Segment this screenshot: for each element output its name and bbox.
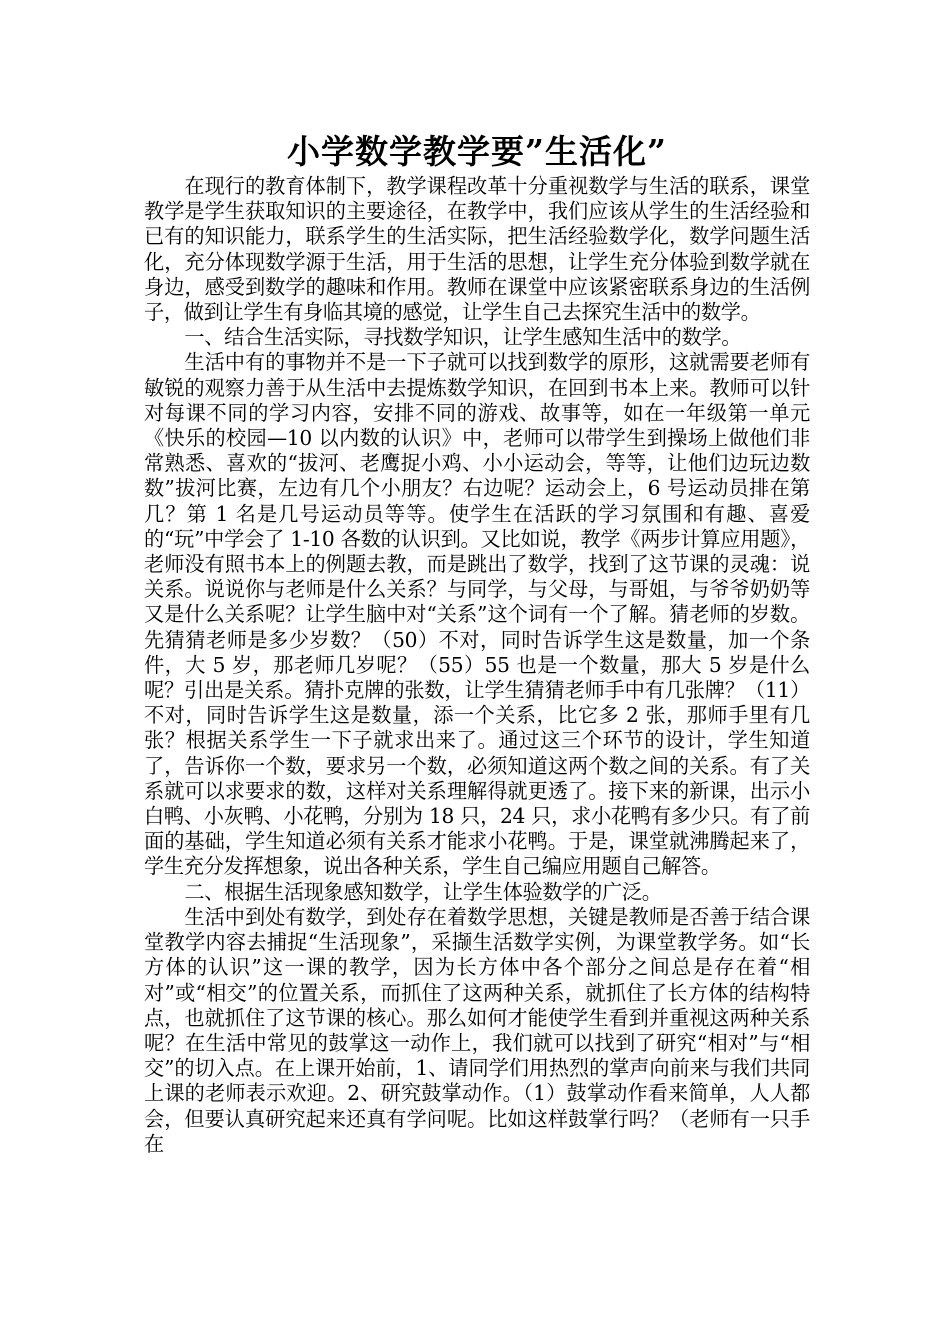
paragraph-section-1: 生活中有的事物并不是一下子就可以找到数学的原形，这就需要老师有敏锐的观察力善于从生活中去提炼数学知识，在回到书本上来。教师可以针对每课不同的学习内容，安排不同的游戏、故事等，如在一年级第一单元《快乐的校园—10 以内数的认识》中，老师可以带学生到操场上做他们非常熟悉、喜欢的“拔河、老鹰捉小鸡、小小运动会，等等，让他们边玩边数数”拔河比赛，左边有几个小朋友？右边呢？运动会上，6 号运动员排在第几？第 1 名是几号运动员等等。使学生在活跃的学习氛围和有趣、喜爱的“玩”中学会了 1-10 各数的认识到。又比如说，教学《两步计算应用题》，老师没有照书本上的例题去教，而是跳出了数学，找到了这节课的灵魂：说关系。说说你与老师是什么关系？与同学，与父母，与哥姐，与爷爷奶奶等又是什么关系呢？让学生脑中对“关系”这个词有一个了解。猜老师的岁数。先猜猜老师是多少岁数？（50）不对，同时告诉学生这是数量，加一个条件，大 5 岁，那老师几岁呢？（55）55 也是一个数量，那大 5 岁是什么呢？引出是关系。猜扑克牌的张数，让学生猜猜老师手中有几张牌？（11）不对，同时告诉学生这是数量，添一个关系，比它多 2 张，那师手里有几张？根据关系学生一下子就求出来了。通过这三个环节的设计，学生知道了，告诉你一个数，要求另一个数，必须知道这两个数之间的关系。有了关系就可以求要求的数，这样对关系理解得就更透了。接下来的新课，出示小白鸭、小灰鸭、小花鸭，分别为 18 只，24 只，求小花鸭有多少只。有了前面的基础，学生知道必须有关系才能求小花鸭。于是，课堂就沸腾起来了，学生充分发挥想象，说出各种关系，学生自己编应用题自己解答。 — [144, 350, 810, 879]
paragraph-intro: 在现行的教育体制下，教学课程改革十分重视数学与生活的联系，课堂教学是学生获取知识的主要途径，在教学中，我们应该从学生的生活经验和已有的知识能力，联系学生的生活实际，把生活经验数学化，数学问题生活化，充分体现数学源于生活，用于生活的思想，让学生充分体验到数学就在身边，感受到数学的趣味和作用。教师在课堂中应该紧密联系身边的生活例子，做到让学生有身临其境的感觉，让学生自己去探究生活中的数学。 — [144, 174, 810, 325]
document-title: 小学数学教学要”生活化” — [287, 132, 667, 171]
paragraph-section-2: 生活中到处有数学，到处存在着数学思想，关键是教师是否善于结合课堂教学内容去捕捉“生活现象”，采撷生活数学实例，为课堂教学务。如“长方体的认识”这一课的教学，因为长方体中各个部分之间总是存在着“相对”或“相交”的位置关系，而抓住了这两种关系，就抓住了长方体的结构特点，也就抓住了这节课的核心。那么如何才能使学生看到并重视这两种关系呢？在生活中常见的鼓掌这一动作上，我们就可以找到了研究“相对”与“相交”的切入点。在上课开始前，1、请同学们用热烈的掌声向前来与我们共同上课的老师表示欢迎。2、研究鼓掌动作。（1）鼓掌动作看来简单，人人都会，但要认真研究起来还真有学问呢。比如这样鼓掌行吗？（老师有一只手在 — [144, 904, 811, 1156]
section-heading-2: 二、根据生活现象感知数学，让学生体验数学的广泛。 — [184, 879, 662, 904]
section-heading-1: 一、结合生活实际，寻找数学知识，让学生感知生活中的数学。 — [184, 325, 742, 350]
document-body — [144, 130, 810, 1157]
